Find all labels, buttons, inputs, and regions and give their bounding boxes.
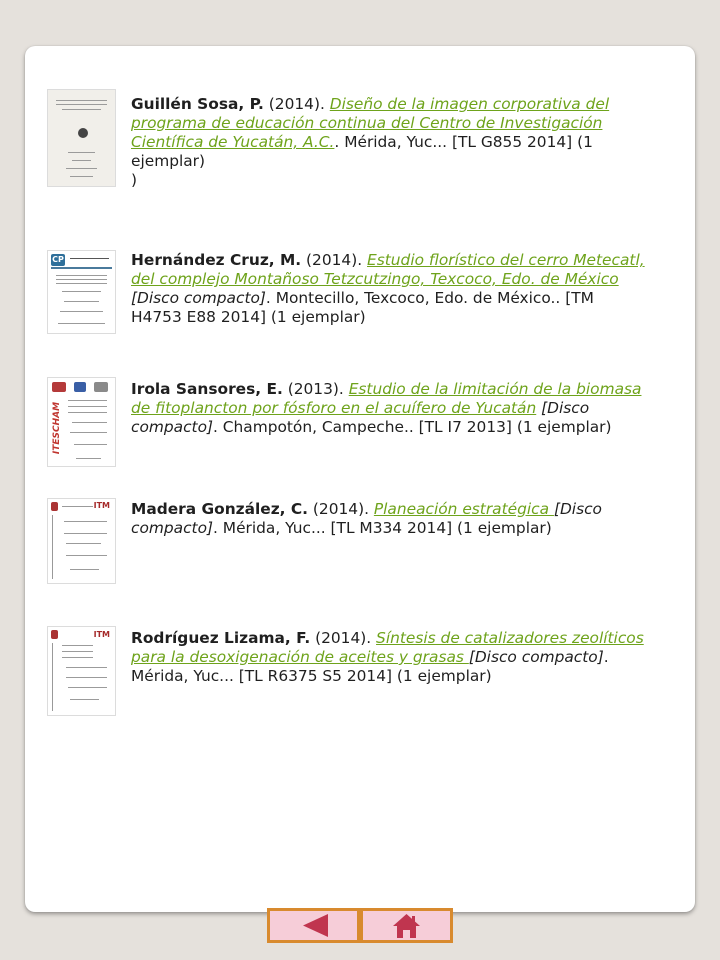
cp-logo-icon: CP: [52, 255, 64, 264]
author: Guillén Sosa, P.: [131, 95, 264, 113]
home-button[interactable]: [363, 911, 450, 940]
triangle-left-icon: [303, 914, 328, 937]
publication-details: . Mérida, Yuc... [TL M334 2014] (1 ejemplar): [213, 519, 552, 537]
results-card: [25, 46, 695, 912]
year: (2013).: [282, 380, 349, 398]
publication-details: . Mérida, Yuc... [TL G855 2014] (1 ejemplar): [131, 133, 593, 170]
home-icon: [393, 914, 420, 938]
cover-thumbnail[interactable]: [47, 250, 116, 334]
year: (2014).: [301, 251, 368, 269]
citation: [131, 95, 646, 190]
title-link[interactable]: Planeación estratégica: [373, 500, 554, 518]
citation: [131, 251, 646, 327]
title-link[interactable]: Estudio de la limitación de la biomasa de fitoplancton por fósforo en el acuífero de Yucatán: [131, 380, 642, 417]
year: (2014).: [310, 629, 377, 647]
year: (2014).: [308, 500, 374, 518]
medium: [Disco compacto]: [131, 500, 602, 537]
author: Rodríguez Lizama, F.: [131, 629, 311, 647]
itescham-vertical-text: ITESCHAM: [52, 401, 62, 455]
publication-details: . Mérida, Yuc... [TL R6375 S5 2014] (1 ejemplar): [131, 648, 609, 685]
title-link[interactable]: Estudio florístico del cerro Metecatl, del complejo Montañoso Tetzcutzingo, Texcoco, Edo. de México: [131, 251, 645, 288]
institution-logo-icon: [74, 382, 86, 392]
itm-logo-text: ITM: [93, 630, 110, 639]
author: Madera González, C.: [131, 500, 309, 518]
medium: [Disco compacto]: [131, 399, 590, 436]
institution-logo-icon: [94, 382, 108, 392]
publication-details: . Champotón, Campeche.. [TL I7 2013] (1 ejemplar): [213, 418, 612, 436]
cover-thumbnail[interactable]: [47, 626, 116, 716]
author: Hernández Cruz, M.: [131, 251, 302, 269]
title-link[interactable]: Diseño de la imagen corporativa del programa de educación continua del Centro de Investigación Científica de Yucatán, A.C.: [131, 95, 610, 151]
trailing-text: ): [131, 171, 138, 189]
medium: [Disco compacto]: [131, 289, 266, 307]
author: Irola Sansores, E.: [131, 380, 283, 398]
year: (2014).: [263, 95, 330, 113]
citation: [131, 500, 646, 538]
publication-details: . Montecillo, Texcoco, Edo. de México.. [TM H4753 E88 2014] (1 ejemplar): [131, 289, 594, 326]
medium: [Disco compacto]: [468, 648, 604, 666]
citation: [131, 380, 646, 437]
side-rule: [52, 643, 53, 711]
cover-thumbnail[interactable]: [47, 377, 116, 467]
cover-thumbnail[interactable]: [47, 89, 116, 187]
cover-thumbnail[interactable]: [47, 498, 116, 584]
side-rule: [52, 515, 53, 579]
citation: [131, 629, 646, 686]
institution-shield-icon: [51, 630, 58, 639]
institution-shield-icon: [51, 502, 58, 511]
navigation-bar: [267, 908, 453, 943]
itm-logo-text: ITM: [93, 501, 110, 510]
emblem-icon: [78, 128, 88, 138]
back-button[interactable]: [270, 911, 357, 940]
title-link[interactable]: Síntesis de catalizadores zeolíticos para la desoxigenación de aceites y grasas: [131, 629, 644, 666]
